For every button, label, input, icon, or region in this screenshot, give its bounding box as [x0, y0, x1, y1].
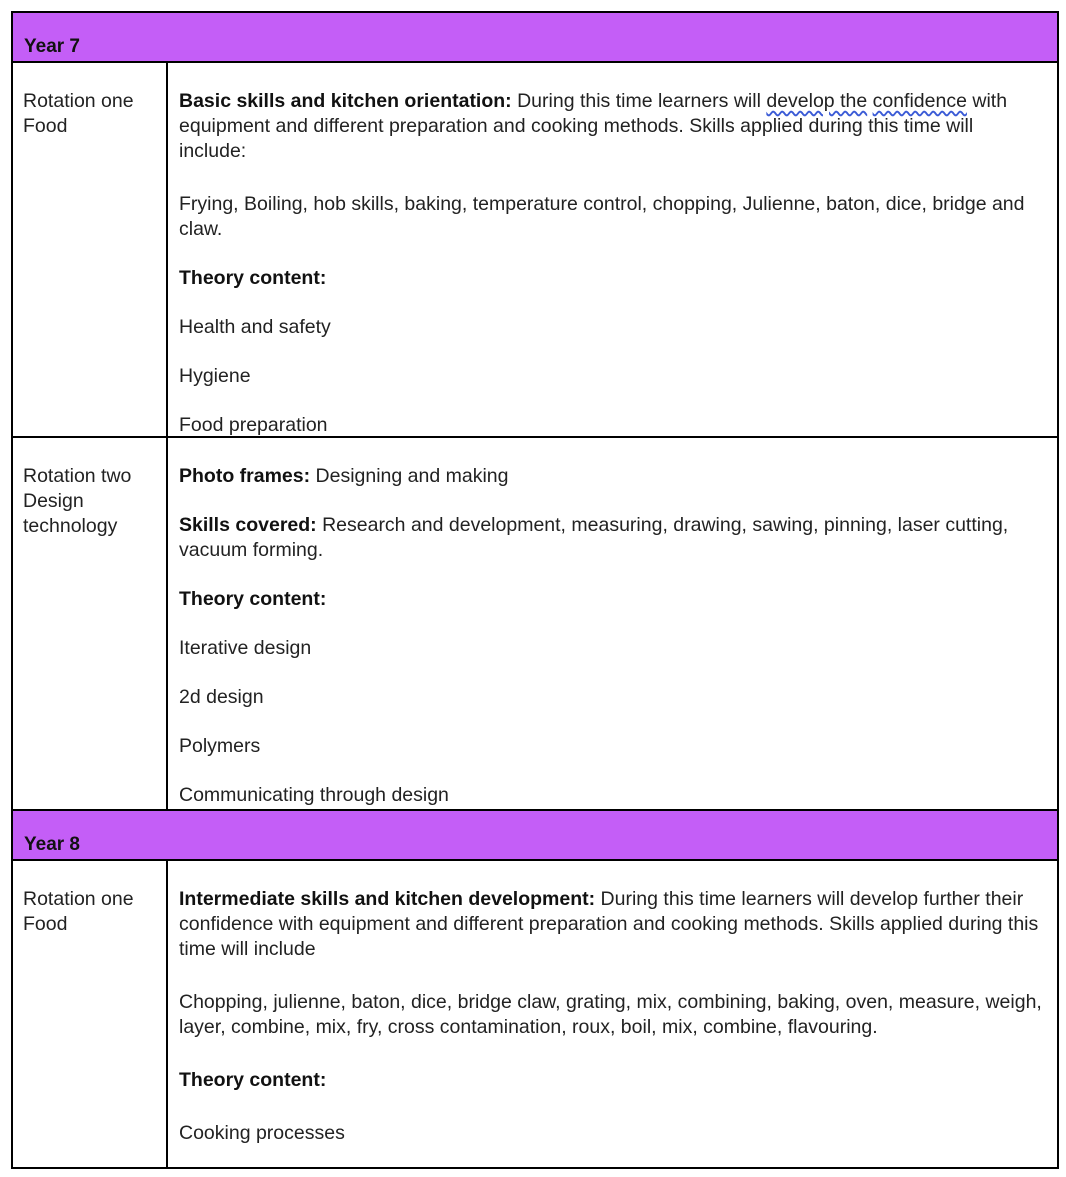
intro-text: During this time learners will develop further their confidence with equipment and different preparation and cooking methods. Skills applied during this time will include	[179, 888, 1039, 960]
rotation-label-line: Rotation one	[23, 90, 134, 112]
theory-heading	[179, 266, 1045, 291]
theory-heading-text: Theory content:	[179, 588, 327, 610]
theory-item: Iterative design	[179, 637, 312, 659]
rotation-subject: Food	[23, 115, 68, 137]
year-7-heading: Year 7	[24, 36, 80, 57]
year-8-heading: Year 8	[24, 834, 80, 855]
year-7-rotation-two-row	[13, 438, 1057, 811]
rotation-label	[13, 63, 168, 436]
rotation-label-line: Rotation one	[23, 888, 134, 910]
intro-text-a: During this time learners will	[511, 90, 767, 112]
theory-item: Hygiene	[179, 365, 251, 387]
rotation-subject: Food	[23, 913, 68, 935]
intro-paragraph	[179, 887, 1045, 962]
intro-text-b: with equipment and different preparation and cooking methods. Skills applied during this time will include:	[179, 90, 1008, 162]
rotation-content	[168, 438, 1057, 809]
rotation-label	[13, 438, 168, 809]
theory-item: Communicating through design	[179, 784, 449, 806]
theory-item: 2d design	[179, 686, 264, 708]
intro-bold: Basic skills and kitchen orientation:	[179, 90, 512, 112]
skills-covered-bold: Skills covered:	[179, 514, 317, 536]
theory-heading	[179, 1068, 1045, 1093]
rotation-subject: technology	[23, 515, 118, 537]
photo-frames-text: Designing and making	[310, 465, 509, 487]
skills-paragraph: Chopping, julienne, baton, dice, bridge claw, grating, mix, combining, baking, oven, measure, weigh, layer, combine, mix, fry, cross contamination, roux, boil, mix, combine, flavouring.	[179, 991, 1042, 1038]
theory-item: Health and safety	[179, 316, 331, 338]
photo-frames-paragraph	[179, 464, 1045, 489]
year-8-header	[13, 811, 1057, 861]
skills-paragraph: Frying, Boiling, hob skills, baking, temperature control, chopping, Julienne, baton, dice, bridge and claw.	[179, 193, 1025, 240]
theory-heading-text: Theory content:	[179, 1069, 327, 1091]
year-7-header	[13, 13, 1057, 63]
theory-heading-text: Theory content:	[179, 267, 327, 289]
skills-covered-text: Research and development, measuring, drawing, sawing, pinning, laser cutting, vacuum forming.	[179, 514, 1009, 561]
theory-heading	[179, 587, 1045, 612]
curriculum-table	[11, 11, 1059, 1169]
intro-bold: Intermediate skills and kitchen development:	[179, 888, 596, 910]
rotation-label	[13, 861, 168, 1167]
theory-item: Polymers	[179, 735, 261, 757]
intro-paragraph	[179, 89, 1045, 164]
theory-item: Cooking processes	[179, 1122, 345, 1144]
photo-frames-bold: Photo frames:	[179, 465, 311, 487]
spellcheck-word: confidence	[872, 90, 967, 112]
year-8-rotation-one-row	[13, 861, 1057, 1167]
skills-covered-paragraph	[179, 513, 1045, 563]
theory-item: Food preparation	[179, 414, 328, 436]
rotation-content	[168, 861, 1057, 1167]
year-7-rotation-one-row	[13, 63, 1057, 438]
rotation-content	[168, 63, 1057, 436]
spellcheck-word: develop the	[766, 90, 868, 112]
rotation-subject: Design	[23, 490, 84, 512]
rotation-label-line: Rotation two	[23, 465, 132, 487]
